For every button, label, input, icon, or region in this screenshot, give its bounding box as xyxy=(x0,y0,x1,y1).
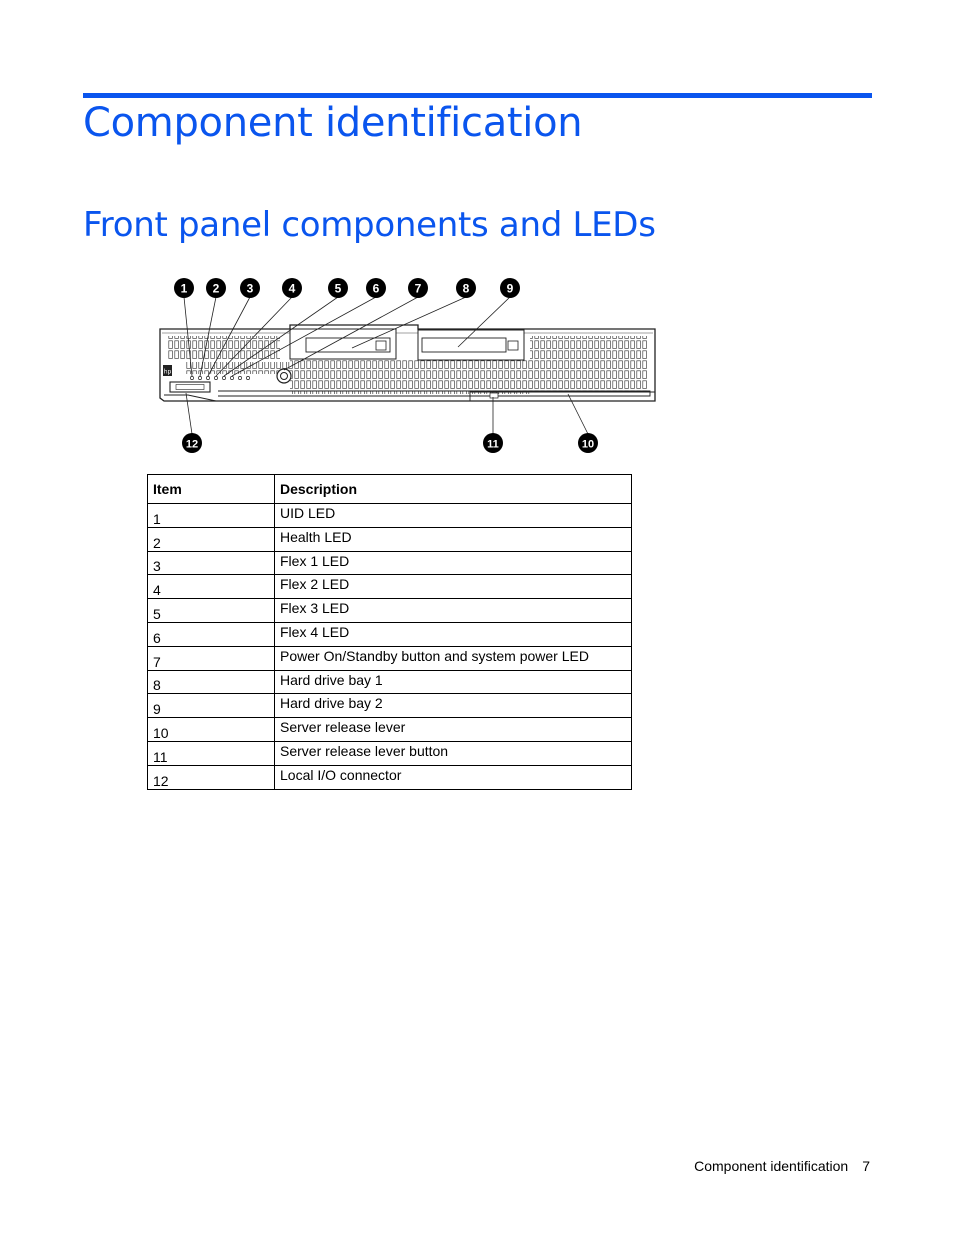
callout-9 xyxy=(500,278,520,298)
item-description: Health LED xyxy=(275,527,632,551)
table-row xyxy=(148,646,632,670)
svg-text:10: 10 xyxy=(581,438,595,451)
table-row xyxy=(148,670,632,694)
item-description: Power On/Standby button and system power LED xyxy=(275,646,632,670)
table-row xyxy=(148,765,632,789)
svg-text:9: 9 xyxy=(506,281,514,296)
svg-text:11: 11 xyxy=(487,438,499,451)
item-number: 7 xyxy=(148,646,275,670)
callout-6 xyxy=(366,278,386,298)
chapter-title: Component identification xyxy=(83,100,583,146)
front-panel-diagram xyxy=(150,270,670,465)
hp-logo-icon xyxy=(163,365,172,376)
table-row xyxy=(148,694,632,718)
item-number: 6 xyxy=(148,622,275,646)
item-number: 12 xyxy=(148,765,275,789)
item-description: Server release lever xyxy=(275,718,632,742)
svg-text:7: 7 xyxy=(414,281,422,296)
item-description: Flex 2 LED xyxy=(275,575,632,599)
server-release-lever-button xyxy=(490,393,498,398)
callout-5 xyxy=(328,278,348,298)
table-row xyxy=(148,741,632,765)
item-description: Hard drive bay 2 xyxy=(275,694,632,718)
item-number: 1 xyxy=(148,504,275,528)
callout-10 xyxy=(578,433,598,453)
item-number: 9 xyxy=(148,694,275,718)
callout-4 xyxy=(282,278,302,298)
callout-7 xyxy=(408,278,428,298)
power-button-icon xyxy=(277,369,291,383)
svg-text:12: 12 xyxy=(185,438,199,451)
callout-12 xyxy=(182,433,202,453)
item-number: 5 xyxy=(148,599,275,623)
item-number: 4 xyxy=(148,575,275,599)
svg-text:4: 4 xyxy=(288,281,296,296)
callout-8 xyxy=(456,278,476,298)
svg-text:5: 5 xyxy=(334,281,342,296)
item-description: UID LED xyxy=(275,504,632,528)
svg-text:hp: hp xyxy=(163,368,172,376)
item-description: Hard drive bay 1 xyxy=(275,670,632,694)
item-description: Flex 4 LED xyxy=(275,622,632,646)
callout-3 xyxy=(240,278,260,298)
item-description: Flex 1 LED xyxy=(275,551,632,575)
item-number: 3 xyxy=(148,551,275,575)
table-header-row xyxy=(148,475,632,504)
callout-2 xyxy=(206,278,226,298)
page-footer xyxy=(694,1158,870,1174)
item-number: 11 xyxy=(148,741,275,765)
table-row xyxy=(148,575,632,599)
table-row xyxy=(148,599,632,623)
svg-text:6: 6 xyxy=(372,281,380,296)
svg-text:3: 3 xyxy=(246,281,254,296)
item-description: Local I/O connector xyxy=(275,765,632,789)
section-title: Front panel components and LEDs xyxy=(83,205,656,245)
footer-text: Component identification xyxy=(694,1158,849,1174)
callout-11 xyxy=(483,433,503,453)
table-row xyxy=(148,551,632,575)
table-row xyxy=(148,504,632,528)
table-row xyxy=(148,718,632,742)
svg-text:2: 2 xyxy=(212,281,220,296)
column-header-item: Item xyxy=(148,475,275,504)
chapter-rule xyxy=(83,93,872,98)
item-number: 2 xyxy=(148,527,275,551)
svg-text:1: 1 xyxy=(180,281,188,296)
item-number: 10 xyxy=(148,718,275,742)
svg-text:8: 8 xyxy=(462,281,470,296)
item-description: Flex 3 LED xyxy=(275,599,632,623)
component-table xyxy=(147,474,632,790)
front-panel-figure xyxy=(150,270,670,465)
item-description: Server release lever button xyxy=(275,741,632,765)
table-row xyxy=(148,622,632,646)
column-header-description: Description xyxy=(275,475,632,504)
page-number: 7 xyxy=(862,1158,870,1174)
item-number: 8 xyxy=(148,670,275,694)
table-row xyxy=(148,527,632,551)
callout-1 xyxy=(174,278,194,298)
